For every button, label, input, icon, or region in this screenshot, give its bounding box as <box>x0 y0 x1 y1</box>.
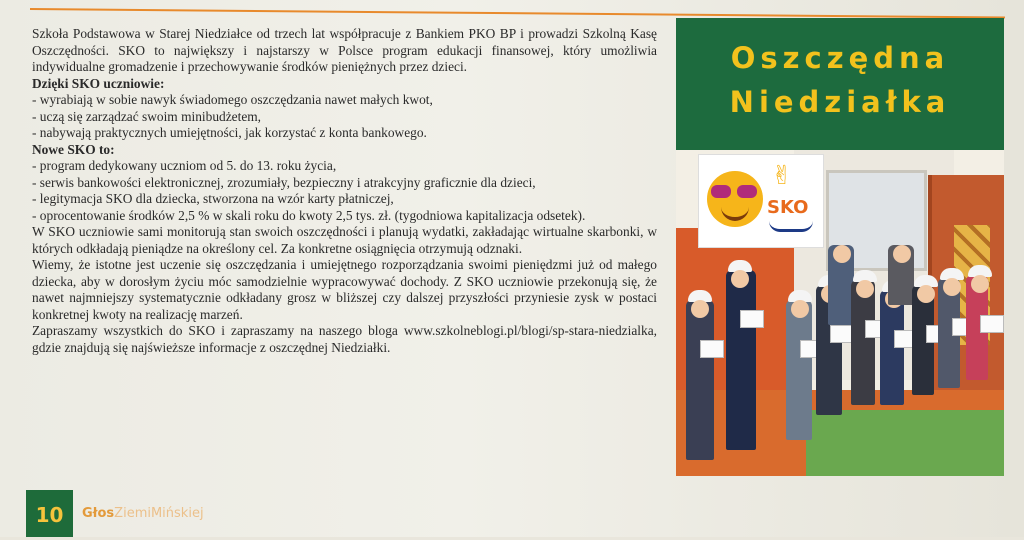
new-sko-list <box>32 158 657 224</box>
sko-logo <box>698 154 824 248</box>
sko-logo-text: SKO <box>767 197 809 218</box>
magazine-brand <box>82 506 204 521</box>
list-item: - serwis bankowości elektronicznej, zrozumiały, bezpieczny i atrakcyjny graficznie dla dzieci, <box>32 174 536 190</box>
child-figure <box>880 290 904 405</box>
invite-paragraph: Zapraszamy wszystkich do SKO i zapraszamy na naszego bloga www.szkolneblogi.pl/blogi/sp-stara-niedzialka, gdzie znajdują się najświeższe informacje z oszczędnej Niedziałki. <box>32 323 657 355</box>
child-figure <box>938 278 960 388</box>
list-item: - wyrabiają w sobie nawyk świadomego oszczędzania nawet małych kwot, <box>32 92 433 107</box>
list-item: - legitymacja SKO dla dziecka, stworzona na wzór karty płatniczej, <box>32 191 394 206</box>
monitoring-paragraph: W SKO uczniowie sami monitorują stan swoich oszczędności i planują wydatki, zakładając wirtualne skarbonki, w których odkładają pieniądze na określony cel. Za konkretne osiągnięcia otrzymują odznaki. <box>32 224 657 256</box>
child-figure <box>912 285 934 395</box>
photo-green-rug <box>806 410 1004 476</box>
list-item: - nabywają praktycznych umiejętności, jak korzystać z konta bankowego. <box>32 125 427 140</box>
brand-part-2: ZiemiMińskiej <box>114 506 204 521</box>
new-sko-heading: Nowe SKO to: <box>32 141 115 157</box>
intro-paragraph: Szkoła Podstawowa w Starej Niedziałce od trzech lat współpracuje z Bankiem PKO BP i prowadzi Szkolną Kasę Oszczędności. SKO to największy i najstarszy w Polsce program edukacji finansowej, który umożliwia indywidualne gromadzenie i przechowywanie środków pieniężnych przez dzieci. <box>32 26 657 74</box>
knowledge-paragraph: Wiemy, że istotne jest uczenie się oszczędzania i umiejętnego rozporządzania swoimi pieniędzmi już od małego dziecka, aby w dorosłym życiu móc samodzielnie wypracowywać dochody. Z SKO uczniowie przekonują się, że nawet najmniejszy systematycznie odkładany grosz w bliższej czy dalszej przyszłości przyniesie zysk w postaci konkretnej kwoty na realizację marzeń. <box>32 257 657 322</box>
banner-line-2: Niedziałka <box>729 85 951 119</box>
child-figure <box>851 280 875 405</box>
list-item: - oprocentowanie środków 2,5 % w skali roku do kwoty 2,5 tys. zł. (tygodniowa kapitalizacja odsetek). <box>32 207 586 223</box>
child-figure <box>786 300 812 440</box>
benefits-list <box>32 92 657 142</box>
child-figure <box>686 300 714 460</box>
list-item: - program dedykowany uczniom od 5. do 13. roku życia, <box>32 158 337 173</box>
benefits-heading: Dzięki SKO uczniowie: <box>32 75 165 91</box>
title-banner <box>676 18 1004 150</box>
hand-gesture-icon: ✌ <box>771 161 793 191</box>
top-rule <box>30 8 1005 19</box>
class-photo <box>676 150 1004 476</box>
banner-line-1: Oszczędna <box>730 41 950 75</box>
child-figure <box>966 275 988 380</box>
page-number: 10 <box>26 490 73 537</box>
child-figure <box>726 270 756 450</box>
article-body <box>32 26 657 356</box>
adult-figure <box>888 245 914 305</box>
swoosh-icon <box>769 221 813 232</box>
list-item: - uczą się zarządzać swoim minibudżetem, <box>32 108 262 124</box>
banner-title <box>676 36 1004 124</box>
smiley-sunglasses-icon <box>707 171 763 227</box>
brand-part-1: Głos <box>82 506 115 521</box>
